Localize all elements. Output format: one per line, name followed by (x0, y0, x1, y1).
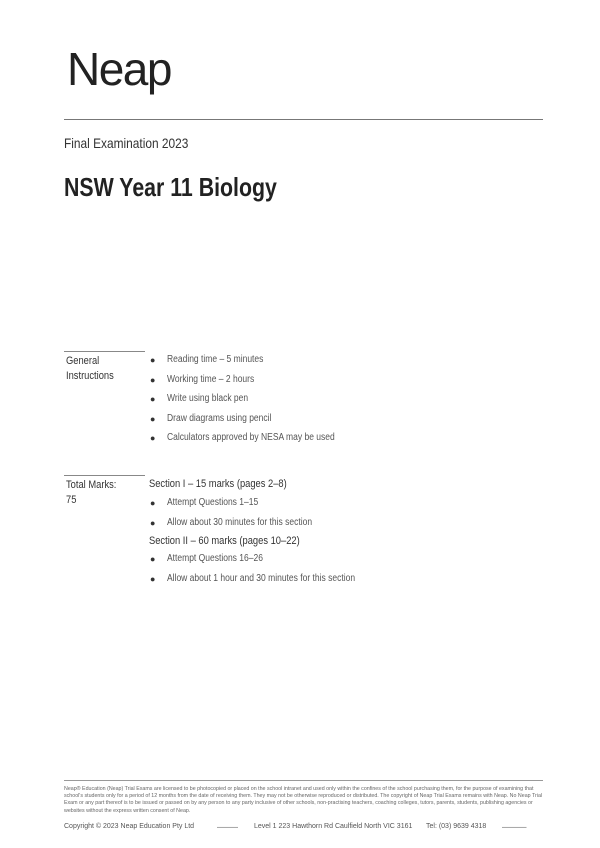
instructions-divider (64, 351, 145, 352)
neap-logo: Neap (67, 43, 171, 95)
list-item: ● Attempt Questions 16–26 (150, 553, 263, 564)
list-item: ● Draw diagrams using pencil (150, 412, 272, 424)
exam-subtitle: Final Examination 2023 (64, 135, 189, 151)
isbn-code: ▬▬▬▬▬▬ (217, 825, 238, 829)
marks-divider (64, 475, 145, 476)
document-code: ▬▬▬▬▬▬▬ (502, 825, 527, 829)
section-1-heading: Section I – 15 marks (pages 2–8) (149, 478, 287, 490)
instructions-label (66, 354, 114, 384)
instructions-label-line2: Instructions (66, 370, 114, 382)
list-item: ● Calculators approved by NESA may be used (150, 432, 335, 443)
copyright-text: Copyright © 2023 Neap Education Pty Ltd (64, 823, 195, 830)
total-marks-label (66, 478, 116, 508)
bullet-icon: ● (150, 554, 156, 564)
list-item: ● Reading time – 5 minutes (150, 354, 264, 365)
list-item: ● Attempt Questions 1–15 (150, 497, 259, 508)
exam-title: NSW Year 11 Biology (64, 172, 277, 202)
bullet-icon: ● (150, 498, 156, 508)
bullet-icon: ● (150, 573, 156, 584)
footer-divider (64, 780, 543, 781)
total-marks-label-text: Total Marks: (66, 479, 117, 491)
instructions-label-line1: General (66, 355, 100, 367)
bullet-icon: ● (150, 433, 156, 443)
instructions-list (149, 354, 364, 452)
total-marks-value: 75 (66, 494, 77, 506)
list-item: ● Write using black pen (150, 393, 249, 404)
header-divider (64, 119, 543, 120)
phone-text: Tel: (03) 9639 4318 (426, 823, 487, 830)
legal-notice: Neap® Education (Neap) Trial Exams are licensed to be photocopied or placed on the school intranet and used only within the confines of the school purchasing them, for the purpose of examining that school's students only for a period of 12 months from the date of receiving them. They may not be otherwise reproduced or distributed. The copyright of Neap Trial Exams remains with Neap. No Neap Trial Exam or any part thereof is to be issued or passed on by any person to any party inclusive of other schools, non-practising teachers, coaching colleges, tutors, parents, students, publishing agencies or websites without the express written consent of Neap. (64, 786, 543, 814)
section-2-heading: Section II – 60 marks (pages 10–22) (149, 535, 300, 547)
bullet-icon: ● (150, 394, 156, 404)
list-item: ● Allow about 30 minutes for this section (150, 516, 313, 528)
section-2-list (149, 553, 388, 592)
bullet-icon: ● (150, 413, 156, 424)
bullet-icon: ● (150, 355, 156, 365)
list-item: ● Allow about 1 hour and 30 minutes for this section (150, 572, 356, 584)
bullet-icon: ● (150, 374, 156, 385)
address-text: Level 1 223 Hawthorn Rd Caulfield North VIC 3161 (254, 823, 413, 830)
list-item: ● Working time – 2 hours (150, 373, 255, 385)
section-1-list (149, 497, 338, 536)
bullet-icon: ● (150, 517, 156, 528)
